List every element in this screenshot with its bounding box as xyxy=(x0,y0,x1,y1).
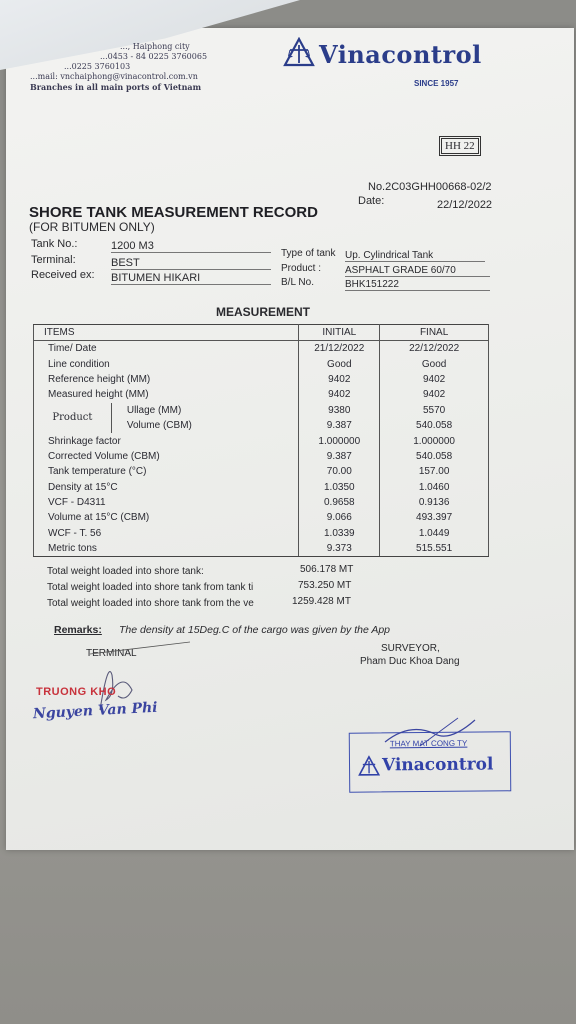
row-item: Ullage (MM) xyxy=(111,403,299,418)
product-value: ASPHALT GRADE 60/70 xyxy=(345,265,490,277)
row-initial: 70.00 xyxy=(299,464,380,479)
total-value: 506.178 MT xyxy=(300,564,354,575)
row-initial: Good xyxy=(299,356,380,371)
table-row xyxy=(34,433,489,448)
row-item: Measured height (MM) xyxy=(34,387,299,402)
table-row xyxy=(34,495,489,510)
table-row xyxy=(34,387,489,402)
product-group-label: Product xyxy=(34,403,112,434)
table-row xyxy=(34,403,489,418)
remarks-label: Remarks: xyxy=(54,624,102,636)
row-initial: 1.0350 xyxy=(299,480,380,495)
terminal-signature-label: TERMINAL xyxy=(86,648,137,659)
row-item: Density at 15°C xyxy=(34,480,299,495)
row-final: 157.00 xyxy=(380,464,489,479)
row-item: Reference height (MM) xyxy=(34,372,299,387)
total-label: Total weight loaded into shore tank from the ve xyxy=(47,598,254,609)
row-final: 1.000000 xyxy=(380,433,489,448)
row-initial: 9.387 xyxy=(299,418,380,433)
terminal-stamp-title: TRUONG KHO xyxy=(36,686,117,698)
form-code-box xyxy=(439,136,481,156)
since-year: SINCE 1957 xyxy=(414,79,459,88)
record-date: 22/12/2022 xyxy=(437,199,493,211)
row-item: WCF - T. 56 xyxy=(34,526,299,541)
row-item: Volume at 15°C (CBM) xyxy=(34,510,299,525)
remarks-text: The density at 15Deg.C of the cargo was given by the App xyxy=(119,624,391,636)
page-subtitle: (FOR BITUMEN ONLY) xyxy=(29,220,155,234)
form-code: HH 22 xyxy=(441,138,479,154)
row-final: 0.9136 xyxy=(380,495,489,510)
row-final: 5570 xyxy=(380,403,489,418)
row-initial: 9.066 xyxy=(299,510,380,525)
row-item: Corrected Volume (CBM) xyxy=(34,449,299,464)
contact-line: ...0225 3760103 xyxy=(64,62,131,71)
product-label: Product : xyxy=(281,263,322,274)
row-final: 9402 xyxy=(380,372,489,387)
row-final: 515.551 xyxy=(380,541,489,557)
received-label: Received ex: xyxy=(31,269,95,281)
row-initial: 9.387 xyxy=(299,449,380,464)
row-item: Volume (CBM) xyxy=(111,418,299,433)
row-initial: 21/12/2022 xyxy=(299,341,380,357)
date-label: Date: xyxy=(358,195,385,207)
row-final: 493.397 xyxy=(380,510,489,525)
bl-value: BHK151222 xyxy=(345,279,490,291)
record-number: No.2C03GHH00668-02/2 xyxy=(368,181,492,193)
table-row xyxy=(34,341,489,357)
total-label: Total weight loaded into shore tank: xyxy=(47,566,204,577)
table-row xyxy=(34,356,489,371)
column-header-items: ITEMS xyxy=(34,325,299,341)
row-initial: 9.373 xyxy=(299,541,380,557)
row-initial: 9402 xyxy=(299,372,380,387)
surveyor-name: Pham Duc Khoa Dang xyxy=(360,656,460,667)
row-item: Shrinkage factor xyxy=(34,433,299,448)
terminal-signer-name: Nguyen Van Phi xyxy=(32,699,158,723)
table-header-row xyxy=(34,325,489,341)
tank-no-label: Tank No.: xyxy=(31,238,78,250)
table-row xyxy=(34,464,489,479)
row-initial: 1.000000 xyxy=(299,433,380,448)
stamp-logo-name: Vinacontrol xyxy=(381,754,494,776)
row-item: Line condition xyxy=(34,356,299,371)
table-row xyxy=(34,526,489,541)
stamp-caption: THAY MAT CONG TY xyxy=(389,738,468,749)
column-header-final: FINAL xyxy=(380,325,489,341)
row-final: 22/12/2022 xyxy=(380,341,489,357)
row-initial: 9380 xyxy=(299,403,380,418)
row-final: Good xyxy=(380,356,489,371)
scales-icon xyxy=(283,37,315,69)
tank-type-label: Type of tank xyxy=(281,248,336,259)
contact-block xyxy=(30,42,220,92)
terminal-value: BEST xyxy=(111,257,271,270)
row-final: 540.058 xyxy=(380,449,489,464)
row-item: VCF - D4311 xyxy=(34,495,299,510)
measurement-table xyxy=(33,324,489,557)
received-value: BITUMEN HIKARI xyxy=(111,272,271,285)
logo-name: Vinacontrol xyxy=(319,40,482,69)
row-final: 540.058 xyxy=(380,418,489,433)
row-item: Metric tons xyxy=(34,541,299,557)
column-header-initial: INITIAL xyxy=(299,325,380,341)
contact-line: ...mail: vnchaiphong@vinacontrol.com.vn xyxy=(30,72,198,81)
total-value: 753.250 MT xyxy=(298,580,352,591)
table-row xyxy=(34,480,489,495)
tank-no-value: 1200 M3 xyxy=(111,240,271,253)
measurement-heading: MEASUREMENT xyxy=(216,305,311,319)
contact-line: ...0453 - 84 0225 3760065 xyxy=(100,52,208,61)
row-initial: 1.0339 xyxy=(299,526,380,541)
row-final: 1.0460 xyxy=(380,480,489,495)
branches-text: Branches in all main ports of Vietnam xyxy=(30,82,202,92)
table-row xyxy=(34,372,489,387)
table-row xyxy=(34,449,489,464)
terminal-label: Terminal: xyxy=(31,254,76,266)
row-initial: 0.9658 xyxy=(299,495,380,510)
bl-label: B/L No. xyxy=(281,277,314,288)
total-value: 1259.428 MT xyxy=(292,596,351,607)
row-item: Tank temperature (°C) xyxy=(34,464,299,479)
table-row xyxy=(34,541,489,557)
stamp-scales-icon xyxy=(358,755,380,777)
tank-type-value: Up. Cylindrical Tank xyxy=(345,250,485,262)
row-final: 9402 xyxy=(380,387,489,402)
row-initial: 9402 xyxy=(299,387,380,402)
table-row xyxy=(34,510,489,525)
row-final: 1.0449 xyxy=(380,526,489,541)
total-label: Total weight loaded into shore tank from tank ti xyxy=(47,582,254,593)
page-title: SHORE TANK MEASUREMENT RECORD xyxy=(29,204,318,221)
contact-line: ..., Haiphong city xyxy=(120,42,190,51)
row-item: Time/ Date xyxy=(34,341,299,357)
surveyor-signature-scribble xyxy=(380,712,490,752)
surveyor-label: SURVEYOR, xyxy=(381,643,440,654)
